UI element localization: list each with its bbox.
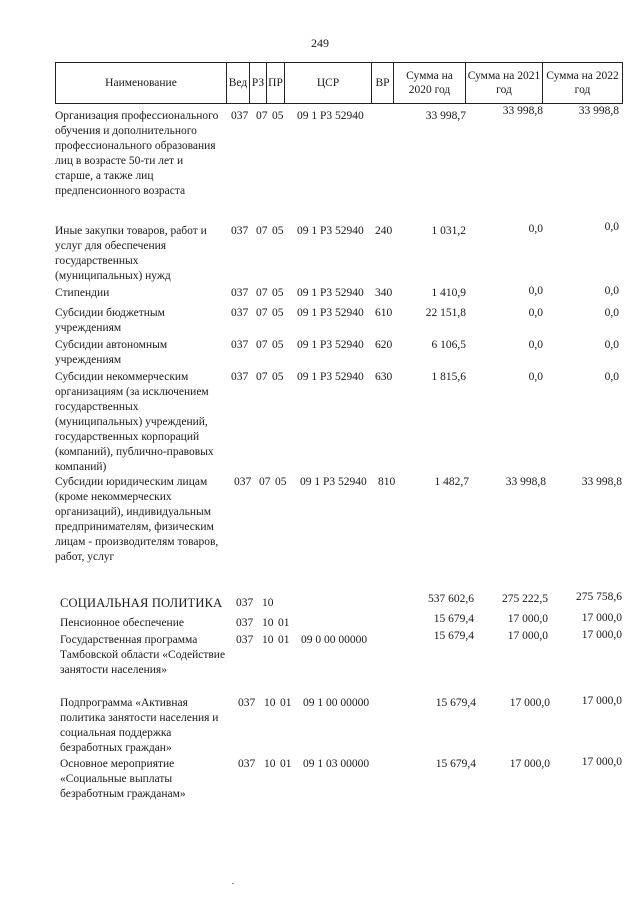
row-pr: 01 — [280, 697, 292, 709]
row-sum-2021: 0,0 — [528, 371, 543, 383]
row-name: Основное мероприятие «Социальные выплаты безработным гражданам» — [60, 758, 186, 800]
row-sum-2022: 0,0 — [604, 285, 619, 297]
header-sum-2022: Сумма на 2022 год — [546, 70, 619, 96]
row-ved: 037 — [236, 597, 254, 609]
row-sum-2021: 0,0 — [528, 223, 543, 235]
header-sum-2021: Сумма на 2021 год — [467, 70, 541, 96]
row-sum-2021: 275 222,5 — [502, 593, 548, 605]
row-csr: 09 1 00 00000 — [303, 697, 370, 709]
row-sum-2020: 1 410,9 — [431, 287, 466, 299]
row-name: Субсидии автономным учреждениям — [55, 339, 168, 366]
row-rz: 07 — [256, 110, 268, 122]
row-sum-2022: 17 000,0 — [581, 756, 622, 768]
row-name: Пенсионное обеспечение — [60, 617, 184, 629]
row-sum-2020: 33 998,7 — [425, 110, 466, 122]
header-name: Наименование — [105, 77, 177, 89]
row-name: Организация профессионального обучения и дополнительного профессионального образования лиц в возрасте 50-ти лет и старше, а также лиц предпенсионного возраста — [55, 110, 219, 197]
row-rz: 10 — [264, 758, 276, 770]
row-ved: 037 — [231, 339, 249, 351]
row-name: Субсидии некоммерческим организациям (за исключением государственных (муниципальных) учреждений, государственных корпораций (компаний), публично-правовых компаний) — [55, 371, 214, 473]
row-sum-2022: 0,0 — [604, 221, 619, 233]
row-name: Подпрограмма «Активная политика занятости населения и социальная поддержка безработных граждан» — [60, 697, 219, 754]
row-rz: 10 — [262, 634, 274, 646]
row-sum-2020: 15 679,4 — [433, 613, 474, 625]
row-sum-2022: 0,0 — [604, 307, 619, 319]
row-sum-2022: 17 000,0 — [581, 612, 622, 624]
row-pr: 01 — [280, 758, 292, 770]
row-ved: 037 — [238, 697, 256, 709]
row-sum-2020: 15 679,4 — [433, 630, 474, 642]
row-sum-2020: 6 106,5 — [431, 339, 466, 351]
row-rz: 07 — [256, 287, 268, 299]
row-sum-2021: 17 000,0 — [509, 758, 550, 770]
row-csr: 09 1 P3 52940 — [300, 476, 367, 488]
row-sum-2020: 1 031,2 — [431, 225, 466, 237]
row-sum-2022: 33 998,8 — [578, 105, 619, 117]
row-rz: 07 — [256, 371, 268, 383]
row-csr: 09 0 00 00000 — [301, 634, 368, 646]
row-sum-2021: 0,0 — [528, 307, 543, 319]
row-sum-2020: 537 602,6 — [428, 593, 474, 605]
row-sum-2020: 22 151,8 — [425, 307, 466, 319]
row-pr: 05 — [272, 225, 284, 237]
row-ved: 037 — [231, 371, 249, 383]
row-sum-2020: 15 679,4 — [435, 758, 476, 770]
row-rz: 10 — [262, 617, 274, 629]
row-sum-2021: 17 000,0 — [507, 630, 548, 642]
row-csr: 09 1 03 00000 — [303, 758, 370, 770]
row-sum-2022: 275 758,6 — [576, 591, 622, 603]
row-ved: 037 — [234, 476, 252, 488]
row-name: Субсидии юридическим лицам (кроме некоммерческих организаций), индивидуальным предпринимателям, физическим лицам - производителям товаров, работ, услуг — [55, 476, 219, 563]
header-csr: ЦСР — [316, 77, 340, 89]
row-name: Иные закупки товаров, работ и услуг для обеспечения государственных (муниципальных) нужд — [55, 225, 207, 282]
row-sum-2021: 17 000,0 — [507, 613, 548, 625]
row-ved: 037 — [231, 110, 249, 122]
row-name: Субсидии бюджетным учреждениям — [55, 307, 165, 334]
row-pr: 05 — [272, 371, 284, 383]
row-ved: 037 — [231, 287, 249, 299]
row-csr: 09 1 P3 52940 — [297, 339, 364, 351]
header-sum-2020: Сумма на 2020 год — [406, 70, 453, 96]
row-ved: 037 — [236, 634, 254, 646]
row-sum-2021: 0,0 — [528, 285, 543, 297]
row-ved: 037 — [231, 307, 249, 319]
row-sum-2021: 33 998,8 — [502, 105, 543, 117]
row-pr: 05 — [272, 110, 284, 122]
row-sum-2021: 33 998,8 — [505, 476, 546, 488]
row-pr: 01 — [278, 617, 290, 629]
row-sum-2020: 1 482,7 — [434, 476, 469, 488]
header-ved: Вед — [228, 77, 248, 89]
header-rz: РЗ — [251, 77, 265, 89]
row-rz: 10 — [264, 697, 276, 709]
row-vr: 630 — [375, 371, 393, 383]
row-sum-2022: 33 998,8 — [581, 476, 622, 488]
row-pr: 05 — [272, 307, 284, 319]
scan-speck — [232, 883, 234, 884]
row-sum-2022: 0,0 — [604, 371, 619, 383]
row-name: Государственная программа Тамбовской области «Содействие занятости населения» — [60, 634, 226, 676]
row-name: Стипендии — [55, 287, 110, 299]
row-csr: 09 1 P3 52940 — [297, 371, 364, 383]
row-sum-2022: 17 000,0 — [581, 695, 622, 707]
row-vr: 620 — [375, 339, 393, 351]
row-sum-2020: 15 679,4 — [435, 697, 476, 709]
row-rz: 10 — [262, 597, 274, 609]
row-ved: 037 — [231, 225, 249, 237]
page-number: 249 — [311, 36, 329, 50]
row-vr: 340 — [375, 287, 393, 299]
row-vr: 240 — [375, 225, 393, 237]
row-sum-2022: 17 000,0 — [581, 629, 622, 641]
row-vr: 610 — [375, 307, 393, 319]
row-vr: 810 — [378, 476, 396, 488]
row-pr: 01 — [278, 634, 290, 646]
row-name: СОЦИАЛЬНАЯ ПОЛИТИКА — [60, 596, 223, 610]
row-rz: 07 — [256, 225, 268, 237]
row-ved: 037 — [236, 617, 254, 629]
row-pr: 05 — [272, 287, 284, 299]
row-csr: 09 1 P3 52940 — [297, 307, 364, 319]
row-rz: 07 — [256, 307, 268, 319]
row-pr: 05 — [275, 476, 287, 488]
row-rz: 07 — [256, 339, 268, 351]
row-csr: 09 1 P3 52940 — [297, 287, 364, 299]
row-sum-2021: 17 000,0 — [509, 697, 550, 709]
row-pr: 05 — [272, 339, 284, 351]
header-vr: ВР — [375, 77, 390, 89]
row-sum-2020: 1 815,6 — [431, 371, 466, 383]
row-sum-2021: 0,0 — [528, 339, 543, 351]
table-header — [55, 62, 623, 104]
row-rz: 07 — [259, 476, 271, 488]
header-pr: ПР — [268, 77, 283, 89]
row-csr: 09 1 P3 52940 — [297, 225, 364, 237]
row-sum-2022: 0,0 — [604, 339, 619, 351]
row-ved: 037 — [238, 758, 256, 770]
row-csr: 09 1 P3 52940 — [297, 110, 364, 122]
